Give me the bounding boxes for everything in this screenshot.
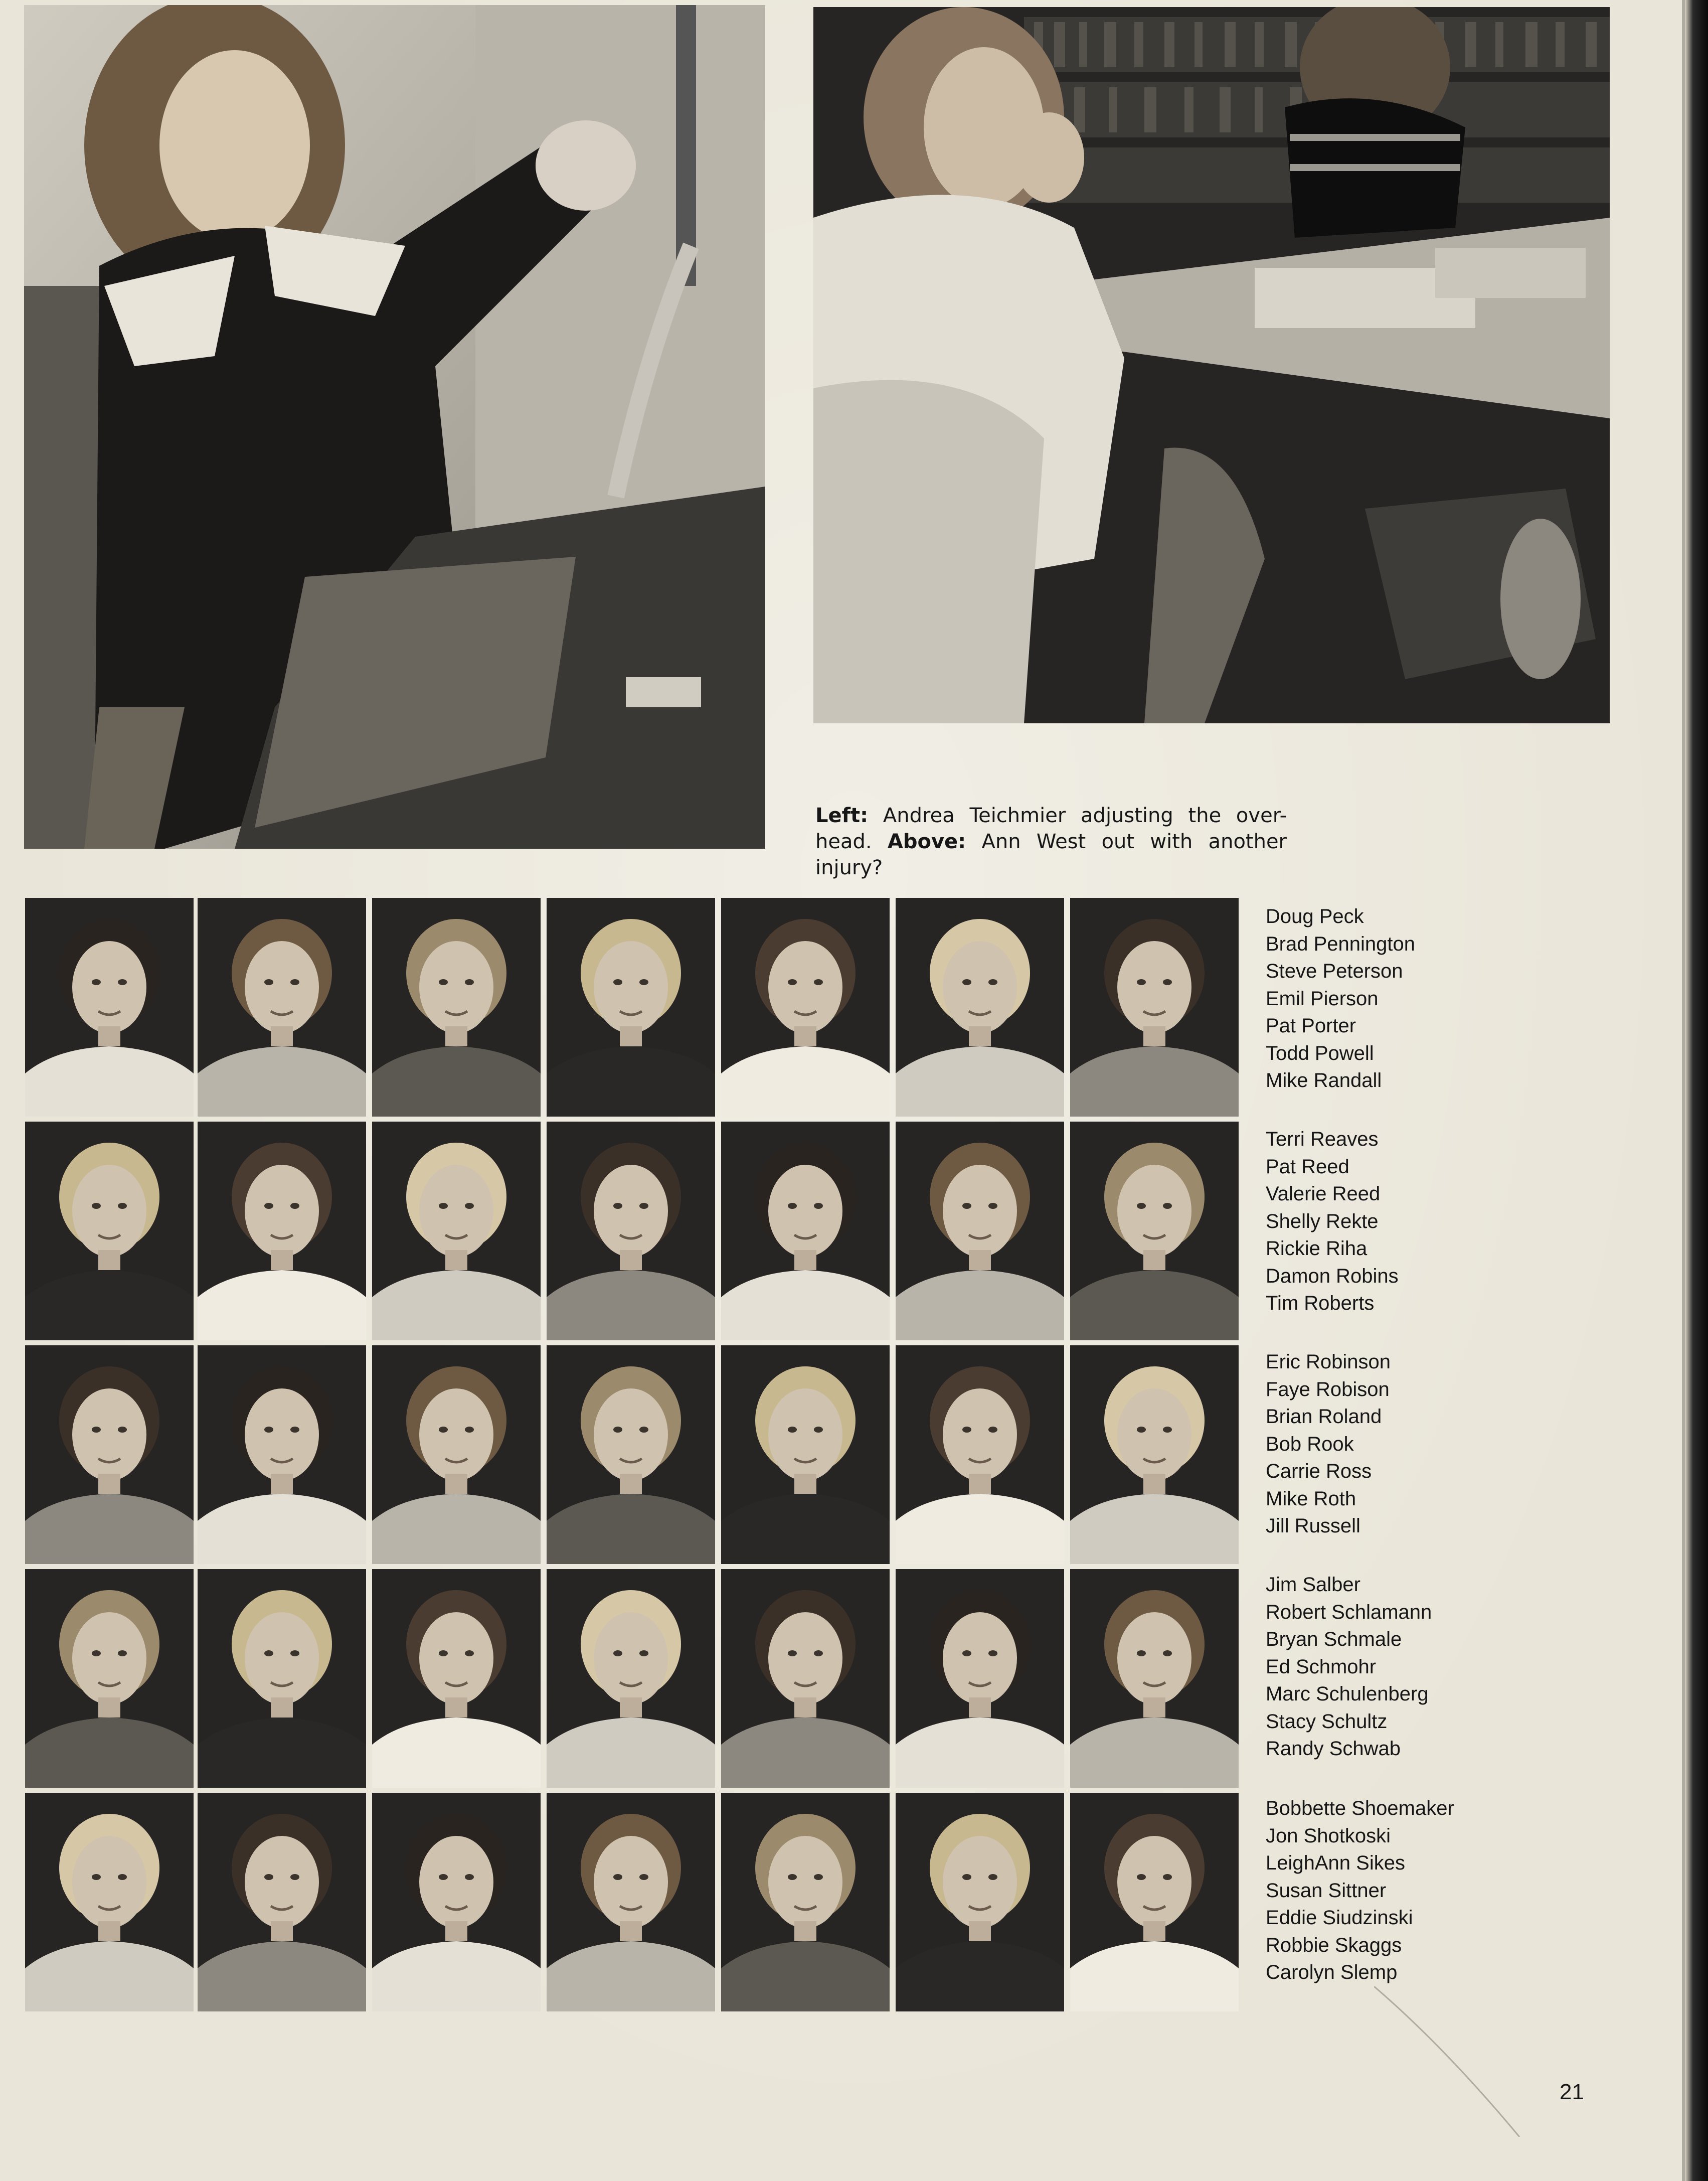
caption-left-label: Left: xyxy=(815,804,869,827)
caption-left-text: Andrea Teichmier adjusting the over-head. xyxy=(815,804,1287,853)
portrait-image xyxy=(198,1345,366,1564)
student-portrait xyxy=(547,1345,715,1564)
page-number: 21 xyxy=(1560,2080,1584,2104)
portrait-image xyxy=(1070,1345,1239,1564)
name-list xyxy=(1266,1795,1526,1986)
student-name: Jill Russell xyxy=(1266,1515,1360,1537)
portrait-row xyxy=(25,1793,1244,2013)
portrait-image xyxy=(721,1569,890,1788)
portrait-image xyxy=(547,1345,715,1564)
portrait-image xyxy=(198,1569,366,1788)
name-list xyxy=(1266,1348,1526,1540)
student-portrait xyxy=(896,1345,1064,1564)
portrait-image xyxy=(1070,898,1239,1117)
portrait-image xyxy=(547,898,715,1117)
portrait-image xyxy=(25,1569,194,1788)
student-portrait xyxy=(198,1345,366,1564)
student-portrait xyxy=(25,1345,194,1564)
student-name: Mike Randall xyxy=(1266,1069,1382,1092)
portrait-image xyxy=(25,1793,194,2011)
student-name: Carolyn Slemp xyxy=(1266,1961,1398,1983)
student-name: Bobbette Shoemaker xyxy=(1266,1797,1454,1819)
student-name: Pat Reed xyxy=(1266,1155,1349,1178)
portrait-image xyxy=(25,1345,194,1564)
student-portrait xyxy=(198,1793,366,2011)
student-name: Faye Robison xyxy=(1266,1378,1390,1400)
portrait-grid xyxy=(25,898,1244,2016)
student-portrait xyxy=(372,1122,541,1340)
photo-right-library-table xyxy=(813,7,1610,723)
portrait-image xyxy=(896,1122,1064,1340)
binding-edge xyxy=(1685,0,1708,2181)
portrait-image xyxy=(896,1345,1064,1564)
portrait-image xyxy=(721,1345,890,1564)
portrait-image xyxy=(721,898,890,1117)
name-list xyxy=(1266,1126,1526,1317)
portrait-row xyxy=(25,898,1244,1119)
portrait-image xyxy=(1070,1569,1239,1788)
student-portrait xyxy=(721,898,890,1117)
student-name: Eric Robinson xyxy=(1266,1351,1391,1373)
student-portrait xyxy=(25,1122,194,1340)
portrait-image xyxy=(372,1122,541,1340)
student-name: Tim Roberts xyxy=(1266,1292,1375,1314)
photo-right-image xyxy=(813,7,1610,723)
caption-above-label: Above: xyxy=(887,830,966,853)
student-portrait xyxy=(547,1569,715,1788)
student-portrait xyxy=(198,1122,366,1340)
student-name: Steve Peterson xyxy=(1266,960,1403,982)
portrait-image xyxy=(1070,1122,1239,1340)
student-portrait xyxy=(1070,1345,1239,1564)
student-portrait xyxy=(547,898,715,1117)
name-list xyxy=(1266,903,1526,1095)
portrait-image xyxy=(372,1793,541,2011)
student-portrait xyxy=(25,1569,194,1788)
student-portrait xyxy=(721,1345,890,1564)
portrait-image xyxy=(547,1793,715,2011)
portrait-image xyxy=(198,1793,366,2011)
student-name: Carrie Ross xyxy=(1266,1460,1372,1482)
photo-left-overhead-projector xyxy=(24,5,765,849)
student-portrait xyxy=(1070,1793,1239,2011)
student-name: Susan Sittner xyxy=(1266,1879,1387,1902)
student-portrait xyxy=(1070,1569,1239,1788)
photo-left-image xyxy=(24,5,765,849)
paper-crease-mark xyxy=(1374,1986,1524,2137)
portrait-image xyxy=(896,1569,1064,1788)
student-portrait xyxy=(25,898,194,1117)
portrait-image xyxy=(372,898,541,1117)
student-portrait xyxy=(372,1569,541,1788)
student-name: Robert Schlamann xyxy=(1266,1601,1432,1623)
portrait-image xyxy=(547,1122,715,1340)
student-name: Mike Roth xyxy=(1266,1487,1356,1510)
student-portrait xyxy=(1070,1122,1239,1340)
portrait-image xyxy=(896,1793,1064,2011)
student-portrait xyxy=(372,1793,541,2011)
portrait-image xyxy=(25,898,194,1117)
portrait-image xyxy=(547,1569,715,1788)
student-name: Shelly Rekte xyxy=(1266,1210,1379,1232)
portrait-image xyxy=(1070,1793,1239,2011)
student-name: Bryan Schmale xyxy=(1266,1628,1402,1650)
student-name: Eddie Siudzinski xyxy=(1266,1907,1413,1929)
student-name: Valerie Reed xyxy=(1266,1183,1381,1205)
portrait-row xyxy=(25,1122,1244,1342)
student-portrait xyxy=(547,1122,715,1340)
portrait-row xyxy=(25,1345,1244,1566)
portrait-image xyxy=(198,898,366,1117)
student-name: Randy Schwab xyxy=(1266,1738,1401,1760)
portrait-image xyxy=(372,1569,541,1788)
name-list xyxy=(1266,1571,1526,1763)
student-name: Marc Schulenberg xyxy=(1266,1683,1429,1705)
student-name: Pat Porter xyxy=(1266,1015,1356,1037)
student-name: Brian Roland xyxy=(1266,1406,1382,1428)
student-portrait xyxy=(896,1122,1064,1340)
student-name: Jon Shotkoski xyxy=(1266,1824,1391,1847)
student-portrait xyxy=(721,1793,890,2011)
student-portrait xyxy=(1070,898,1239,1117)
portrait-image xyxy=(721,1122,890,1340)
portrait-image xyxy=(896,898,1064,1117)
student-name: Bob Rook xyxy=(1266,1433,1354,1455)
portrait-image xyxy=(372,1345,541,1564)
student-name: Ed Schmohr xyxy=(1266,1655,1377,1678)
student-name: Robbie Skaggs xyxy=(1266,1934,1402,1956)
student-name: Emil Pierson xyxy=(1266,987,1379,1010)
student-name: Doug Peck xyxy=(1266,905,1364,927)
portrait-image xyxy=(25,1122,194,1340)
student-portrait xyxy=(372,898,541,1117)
student-name: Todd Powell xyxy=(1266,1042,1374,1064)
student-portrait xyxy=(198,1569,366,1788)
student-name: Terri Reaves xyxy=(1266,1128,1379,1150)
student-name: Damon Robins xyxy=(1266,1265,1399,1287)
student-portrait xyxy=(547,1793,715,2011)
caption-above-text: Ann West out with another injury? xyxy=(815,830,1287,879)
student-portrait xyxy=(896,898,1064,1117)
student-portrait xyxy=(896,1793,1064,2011)
student-portrait xyxy=(25,1793,194,2011)
photo-caption xyxy=(815,803,1287,881)
portrait-row xyxy=(25,1569,1244,1790)
student-name: Rickie Riha xyxy=(1266,1237,1368,1260)
student-name: Jim Salber xyxy=(1266,1574,1360,1596)
student-name: LeighAnn Sikes xyxy=(1266,1852,1405,1874)
student-portrait xyxy=(198,898,366,1117)
student-portrait xyxy=(372,1345,541,1564)
student-portrait xyxy=(721,1122,890,1340)
portrait-image xyxy=(721,1793,890,2011)
student-name: Brad Pennington xyxy=(1266,932,1416,955)
portrait-image xyxy=(198,1122,366,1340)
student-portrait xyxy=(721,1569,890,1788)
student-name: Stacy Schultz xyxy=(1266,1710,1388,1733)
student-portrait xyxy=(896,1569,1064,1788)
